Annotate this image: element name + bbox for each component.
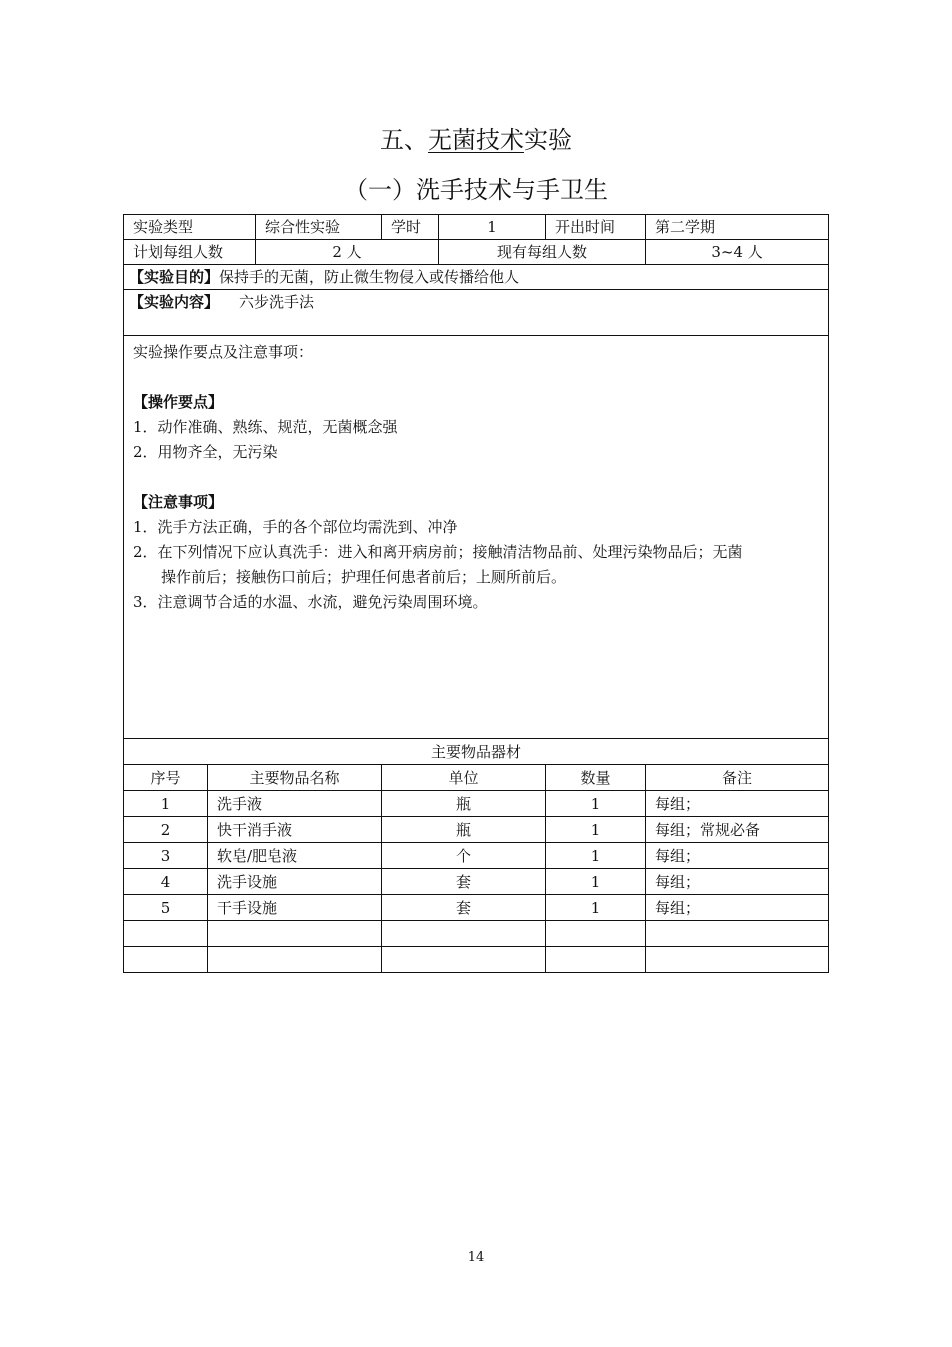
- type-value: 综合性实验: [256, 215, 382, 240]
- materials-title: 主要物品器材: [124, 739, 829, 765]
- row-remark: 每组；: [646, 791, 829, 817]
- row-unit: 个: [382, 843, 546, 869]
- row-item-name: 快干消手液: [208, 817, 382, 843]
- points-title: 【操作要点】: [133, 393, 224, 411]
- note-item: 1．洗手方法正确，手的各个部位均需洗到、冲净: [133, 518, 458, 536]
- planned-label: 计划每组人数: [124, 240, 256, 265]
- row-index: 5: [124, 895, 208, 921]
- materials-header-row: [124, 765, 829, 791]
- row-index: 2: [124, 817, 208, 843]
- experiment-table: [123, 214, 829, 973]
- row-quantity: 1: [546, 791, 646, 817]
- row-quantity: 1: [546, 869, 646, 895]
- row-unit: 套: [382, 895, 546, 921]
- empty-row: [124, 921, 829, 947]
- open-value: 第二学期: [646, 215, 829, 240]
- table-row: [124, 869, 829, 895]
- point-item: 2．用物齐全，无污染: [133, 443, 278, 461]
- info-row-2: [124, 240, 829, 265]
- row-index: 4: [124, 869, 208, 895]
- type-label: 实验类型: [124, 215, 256, 240]
- table-row: [124, 895, 829, 921]
- row-item-name: 软皂/肥皂液: [208, 843, 382, 869]
- content-row: [124, 290, 829, 336]
- row-item-name: 干手设施: [208, 895, 382, 921]
- row-item-name: 洗手液: [208, 791, 382, 817]
- table-row: [124, 843, 829, 869]
- operations-heading: 实验操作要点及注意事项：: [133, 343, 314, 361]
- materials-title-row: [124, 739, 829, 765]
- page-subtitle: （一）洗手技术与手卫生: [344, 176, 608, 204]
- header-name: 主要物品名称: [208, 765, 382, 791]
- row-remark: 每组；: [646, 869, 829, 895]
- header-index: 序号: [124, 765, 208, 791]
- row-index: 1: [124, 791, 208, 817]
- note-item-continued: 操作前后；接触伤口前后；护理任何患者前后；上厕所前后。: [161, 568, 567, 586]
- row-unit: 瓶: [382, 791, 546, 817]
- header-remark: 备注: [646, 765, 829, 791]
- title-prefix: 五、: [380, 126, 428, 154]
- page-title: [0, 124, 952, 156]
- current-value: 3~4 人: [646, 240, 829, 265]
- row-quantity: 1: [546, 843, 646, 869]
- hours-value: 1: [439, 215, 546, 240]
- note-item: 2．在下列情况下应认真洗手：进入和离开病房前；接触清洁物品前、处理污染物品后；无菌: [133, 543, 743, 561]
- content-label: 【实验内容】: [129, 293, 220, 311]
- row-remark: 每组；: [646, 895, 829, 921]
- purpose-row: [124, 265, 829, 290]
- planned-value: 2 人: [256, 240, 439, 265]
- row-remark: 每组；: [646, 843, 829, 869]
- row-unit: 套: [382, 869, 546, 895]
- row-remark: 每组；常规必备: [646, 817, 829, 843]
- table-row: [124, 817, 829, 843]
- hours-label: 学时: [382, 215, 439, 240]
- empty-row: [124, 947, 829, 973]
- purpose-text: 保持手的无菌，防止微生物侵入或传播给他人: [219, 268, 520, 286]
- table-row: [124, 791, 829, 817]
- purpose-label: 【实验目的】: [129, 268, 220, 286]
- operations-row: [124, 336, 829, 739]
- row-quantity: 1: [546, 895, 646, 921]
- content-text: 六步洗手法: [239, 293, 315, 311]
- current-label: 现有每组人数: [439, 240, 646, 265]
- row-quantity: 1: [546, 817, 646, 843]
- title-underlined: 无菌技术: [428, 126, 524, 154]
- row-index: 3: [124, 843, 208, 869]
- open-label: 开出时间: [546, 215, 646, 240]
- page-number: 14: [467, 1250, 485, 1265]
- notes-title: 【注意事项】: [133, 493, 224, 511]
- row-unit: 瓶: [382, 817, 546, 843]
- info-row-1: [124, 215, 829, 240]
- header-unit: 单位: [382, 765, 546, 791]
- point-item: 1．动作准确、熟练、规范，无菌概念强: [133, 418, 398, 436]
- header-quantity: 数量: [546, 765, 646, 791]
- title-suffix: 实验: [524, 126, 572, 154]
- note-item: 3．注意调节合适的水温、水流，避免污染周围环境。: [133, 593, 488, 611]
- row-item-name: 洗手设施: [208, 869, 382, 895]
